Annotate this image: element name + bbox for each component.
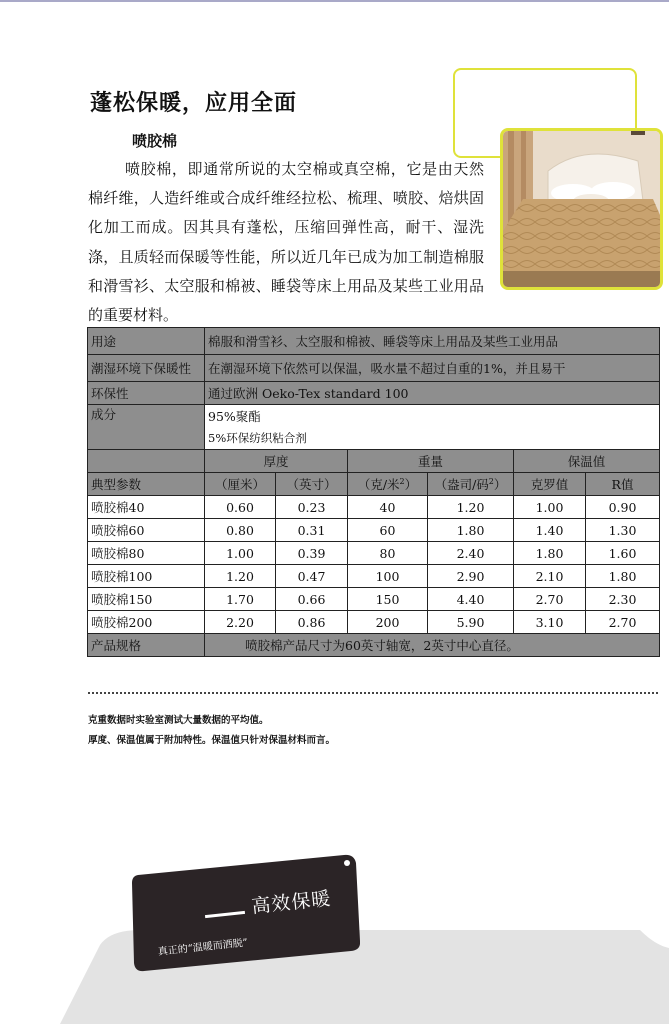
cell-cm: 0.60 (205, 496, 276, 519)
cell-r: 1.80 (586, 565, 660, 588)
cell-inch: 0.39 (276, 542, 348, 565)
cell-name: 喷胶棉80 (88, 542, 205, 565)
cell-name: 喷胶棉60 (88, 519, 205, 542)
cell-inch: 0.31 (276, 519, 348, 542)
cell-inch: 0.86 (276, 611, 348, 634)
cell-oz: 2.90 (428, 565, 514, 588)
cell-name: 喷胶棉150 (88, 588, 205, 611)
cell-r: 2.30 (586, 588, 660, 611)
cell-gsm: 100 (348, 565, 428, 588)
cell-gsm: 40 (348, 496, 428, 519)
cell-name: 喷胶棉40 (88, 496, 205, 519)
cell-clo: 1.00 (514, 496, 586, 519)
humid-label: 潮湿环境下保暖性 (88, 355, 205, 382)
cell-cm: 1.00 (205, 542, 276, 565)
usage-value: 棉服和滑雪衫、太空服和棉被、睡袋等床上用品及某些工业用品 (205, 328, 660, 355)
cell-cm: 2.20 (205, 611, 276, 634)
cell-name: 喷胶棉200 (88, 611, 205, 634)
section-subtitle: 喷胶棉 (132, 132, 178, 150)
cell-gsm: 200 (348, 611, 428, 634)
group-weight: 重量 (348, 450, 514, 473)
cell-clo: 2.70 (514, 588, 586, 611)
composition-1: 95%聚酯 (205, 405, 660, 428)
cell-clo: 1.80 (514, 542, 586, 565)
cell-r: 2.70 (586, 611, 660, 634)
unit-clo: 克罗值 (514, 473, 586, 496)
page-title: 蓬松保暖，应用全面 (90, 91, 298, 116)
cell-oz: 5.90 (428, 611, 514, 634)
spec-label: 产品规格 (88, 634, 205, 657)
eco-value: 通过欧洲 Oeko-Tex standard 100 (205, 382, 660, 405)
cell-oz: 4.40 (428, 588, 514, 611)
cell-clo: 3.10 (514, 611, 586, 634)
cell-inch: 0.23 (276, 496, 348, 519)
unit-oz: （盎司/码$^2$） (428, 473, 514, 496)
cell-clo: 1.40 (514, 519, 586, 542)
cell-clo: 2.10 (514, 565, 586, 588)
cell-inch: 0.66 (276, 588, 348, 611)
cell-r: 1.30 (586, 519, 660, 542)
cell-r: 1.60 (586, 542, 660, 565)
eco-label: 环保性 (88, 382, 205, 405)
cell-oz: 2.40 (428, 542, 514, 565)
cell-r: 0.90 (586, 496, 660, 519)
param-label: 典型参数 (88, 473, 205, 496)
cell-gsm: 80 (348, 542, 428, 565)
group-thickness: 厚度 (205, 450, 348, 473)
composition-label: 成分 (88, 405, 205, 450)
unit-gsm: （克/米$^2$） (348, 473, 428, 496)
cell-oz: 1.20 (428, 496, 514, 519)
unit-cm: （厘米） (205, 473, 276, 496)
cell-inch: 0.47 (276, 565, 348, 588)
cell-cm: 0.80 (205, 519, 276, 542)
cell-oz: 1.80 (428, 519, 514, 542)
cell-cm: 1.20 (205, 565, 276, 588)
banner-title: 高效保暖 (250, 887, 333, 918)
cell-gsm: 150 (348, 588, 428, 611)
composition-2: 5%环保纺织粘合剂 (205, 427, 660, 450)
banner-tagline: 真正的“温暖而洒脱” (157, 937, 249, 958)
note-2: 厚度、保温值属于附加特性。保温值只针对保温材料而言。 (88, 735, 336, 746)
cell-gsm: 60 (348, 519, 428, 542)
note-1: 克重数据时实验室测试大量数据的平均值。 (88, 715, 269, 726)
unit-inch: （英寸） (276, 473, 348, 496)
group-warmth: 保温值 (514, 450, 660, 473)
unit-r: R值 (586, 473, 660, 496)
cell-cm: 1.70 (205, 588, 276, 611)
spec-value: 喷胶棉产品尺寸为60英寸轴宽，2英寸中心直径。 (205, 634, 660, 657)
usage-label: 用途 (88, 328, 205, 355)
humid-value: 在潮湿环境下依然可以保温，吸水量不超过自重的1%，并且易干 (205, 355, 660, 382)
intro-paragraph: 喷胶棉，即通常所说的太空棉或真空棉，它是由天然棉纤维，人造纤维或合成纤维经拉松、梳理、喷胶、焙烘固化加工而成。因其具有蓬松，压缩回弹性高，耐干、湿洗涤，且质轻而保暖等性能，所以近几年已成为加工制造棉服和滑雪衫、太空服和棉被、睡袋等床上用品及某些工业用品的重要材料。 (88, 160, 484, 325)
cell-name: 喷胶棉100 (88, 565, 205, 588)
